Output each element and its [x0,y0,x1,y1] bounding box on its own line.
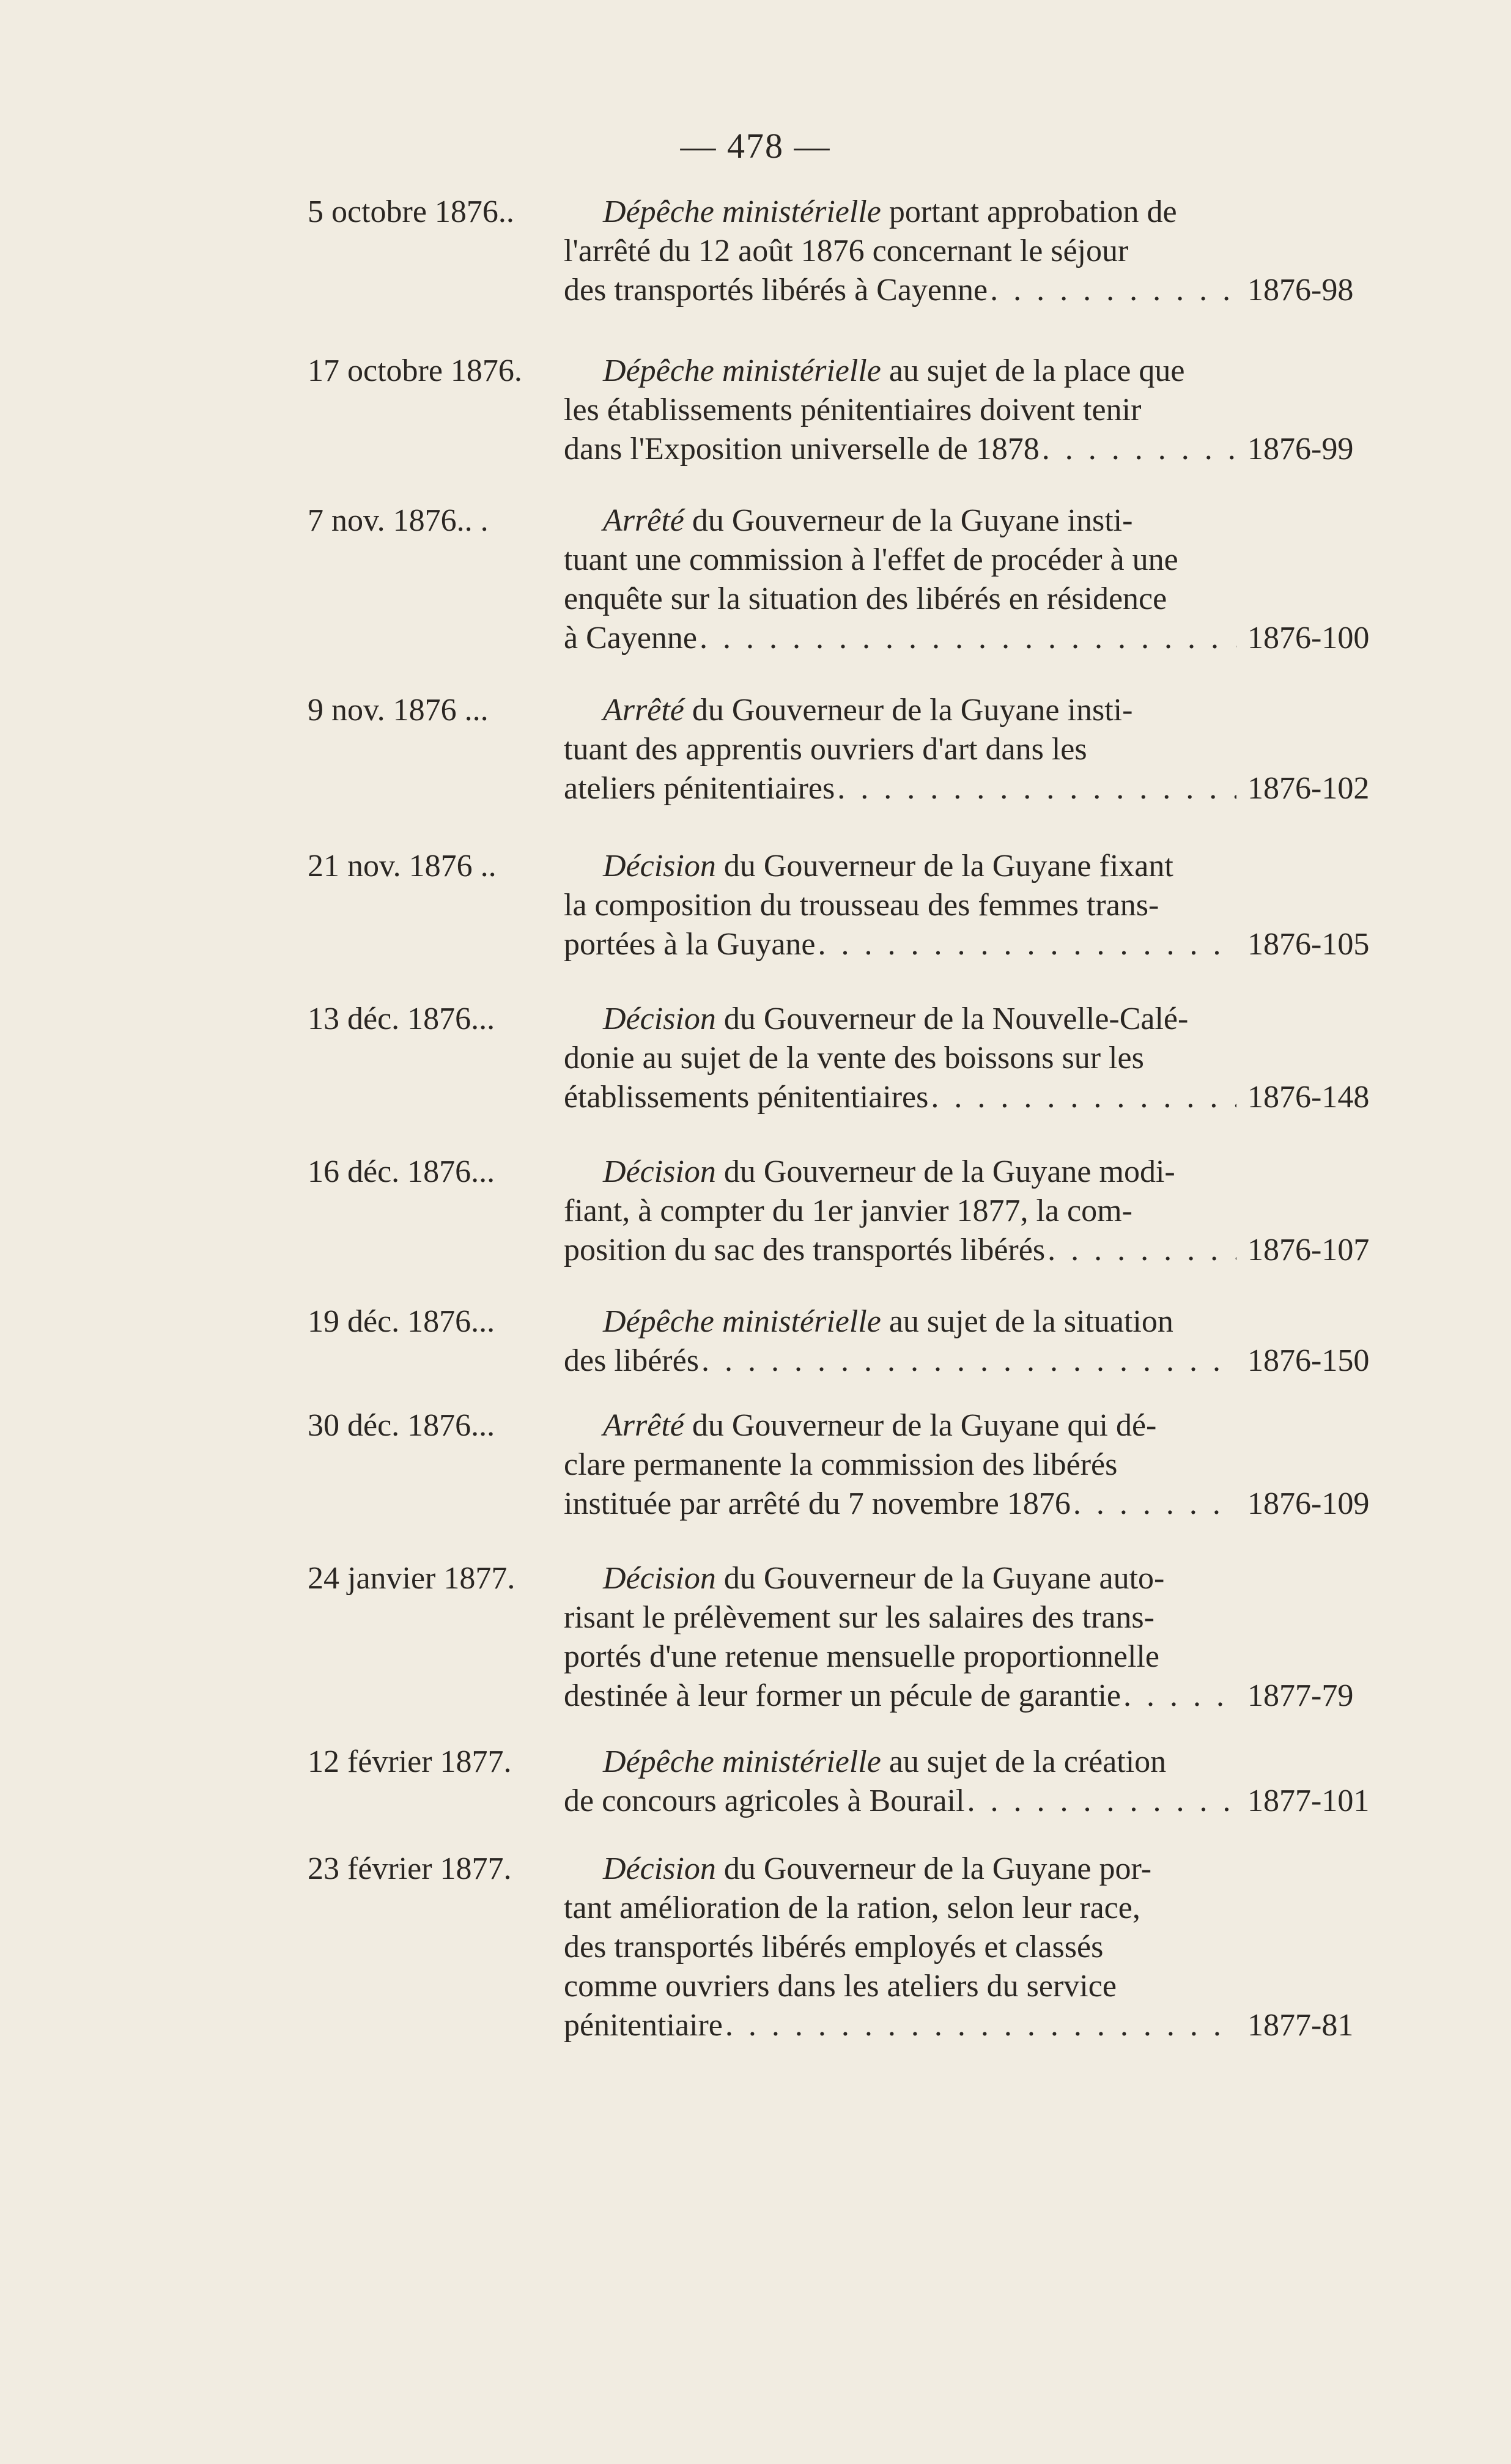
description-text: du Gouverneur de la Guyane por- [715,1851,1152,1886]
description-text: du Gouverneur de la Guyane insti- [684,693,1133,728]
document-type: Décision [603,1001,716,1036]
entry-description [564,691,1236,808]
description-first-line [564,1302,1236,1341]
description-first-line [564,1153,1236,1192]
description-last-line [564,769,1236,808]
document-type: Décision [603,1561,716,1596]
entry-description [564,1153,1236,1270]
leader-dots [818,925,1236,964]
description-text: des libérés [564,1343,699,1378]
description-line: comme ouvriers dans les ateliers du service [564,1969,1117,2004]
description-text: au sujet de la création [881,1744,1167,1779]
description-line: tuant une commission à l'effet de procéder à une [564,542,1178,577]
description-text: du Gouverneur de la Guyane qui dé- [684,1408,1157,1443]
description-last-line [564,925,1236,964]
document-type: Arrêté [603,503,684,538]
entry-reference: 1876-107 [1247,1233,1370,1267]
description-text: du Gouverneur de la Guyane insti- [684,503,1133,538]
entry-description [564,1559,1236,1716]
entry-date: 13 déc. 1876... [308,1001,495,1036]
entry-reference: 1877-79 [1247,1678,1354,1713]
description-last-line [564,430,1236,469]
description-line: donie au sujet de la vente des boissons sur les [564,1041,1144,1075]
description-line: la composition du trousseau des femmes trans- [564,888,1159,923]
entry-reference: 1876-100 [1247,621,1370,655]
description-last-line [564,1676,1236,1716]
leader-dots [931,1078,1236,1117]
description-line: tant amélioration de la ration, selon leur race, [564,1890,1140,1925]
description-last-line [564,271,1236,310]
description-first-line [564,501,1236,540]
description-text: du Gouverneur de la Guyane auto- [715,1561,1165,1596]
entry-reference: 1876-148 [1247,1080,1370,1115]
entry-reference: 1876-105 [1247,927,1370,962]
description-last-line [564,2006,1236,2045]
description-text: du Gouverneur de la Guyane modi- [715,1154,1175,1189]
entry-description [564,1743,1236,1821]
description-line: tuant des apprentis ouvriers d'art dans les [564,732,1087,767]
description-first-line [564,352,1236,391]
leader-dots [1047,1231,1236,1270]
description-last-line [564,1078,1236,1117]
description-line: clare permanente la commission des libérés [564,1447,1118,1482]
description-text: du Gouverneur de la Nouvelle-Calé- [715,1001,1189,1036]
description-line: risant le prélèvement sur les salaires des trans- [564,1600,1154,1635]
document-type: Décision [603,849,716,883]
document-type: Dépêche ministérielle [603,353,881,388]
leader-dots [700,619,1236,658]
description-text: portées à la Guyane [564,927,816,962]
description-line: fiant, à compter du 1er janvier 1877, la com- [564,1193,1132,1228]
description-first-line [564,1743,1236,1782]
description-last-line [564,1341,1236,1381]
leader-dots [725,2006,1236,2045]
entry-reference: 1876-150 [1247,1343,1370,1378]
description-text: au sujet de la place que [881,353,1185,388]
description-text: portant approbation de [881,194,1177,229]
description-line: les établissements pénitentiaires doivent tenir [564,393,1142,427]
document-type: Décision [603,1851,716,1886]
description-first-line [564,1559,1236,1598]
description-first-line [564,691,1236,730]
entry-date: 7 nov. 1876.. . [308,503,489,538]
entry-description [564,1406,1236,1524]
leader-dots [967,1782,1236,1821]
leader-dots [1042,430,1236,469]
leader-dots [1123,1676,1236,1716]
description-text: destinée à leur former un pécule de garantie [564,1678,1121,1713]
entry-date: 17 octobre 1876. [308,353,522,388]
entry-date: 19 déc. 1876... [308,1304,495,1339]
entry-date: 21 nov. 1876 .. [308,849,497,883]
entry-date: 9 nov. 1876 ... [308,693,489,728]
entry-description [564,193,1236,310]
entry-description [564,1302,1236,1381]
description-text: établissements pénitentiaires [564,1080,929,1115]
document-type: Dépêche ministérielle [603,1304,881,1339]
document-type: Décision [603,1154,716,1189]
description-text: position du sac des transportés libérés [564,1233,1046,1267]
description-text: instituée par arrêté du 7 novembre 1876 [564,1486,1071,1521]
description-last-line [564,1782,1236,1821]
entry-date: 23 février 1877. [308,1851,512,1886]
entry-date: 30 déc. 1876... [308,1408,495,1443]
description-text: des transportés libérés à Cayenne [564,273,988,308]
leader-dots [701,1341,1236,1381]
entry-description [564,352,1236,469]
leader-dots [990,271,1236,310]
description-line: des transportés libérés employés et classés [564,1930,1104,1964]
description-last-line [564,1485,1236,1524]
description-first-line [564,847,1236,886]
description-text: pénitentiaire [564,2008,723,2043]
entry-description [564,1000,1236,1117]
leader-dots [1073,1485,1236,1524]
entry-date: 5 octobre 1876.. [308,194,514,229]
leader-dots [837,769,1236,808]
description-last-line [564,1231,1236,1270]
description-first-line [564,1406,1236,1445]
document-type: Arrêté [603,1408,684,1443]
description-first-line [564,193,1236,232]
description-text: dans l'Exposition universelle de 1878 [564,432,1040,467]
description-line: portés d'une retenue mensuelle proportionnelle [564,1639,1159,1674]
description-text: à Cayenne [564,621,698,655]
description-first-line [564,1000,1236,1039]
description-text: ateliers pénitentiaires [564,771,835,806]
entry-reference: 1876-99 [1247,432,1354,467]
entry-reference: 1876-98 [1247,273,1354,308]
document-type: Dépêche ministérielle [603,1744,881,1779]
description-first-line [564,1850,1236,1889]
description-line: l'arrêté du 12 août 1876 concernant le séjour [564,234,1129,268]
description-text: au sujet de la situation [881,1304,1173,1339]
entry-date: 12 février 1877. [308,1744,512,1779]
entry-date: 24 janvier 1877. [308,1561,515,1596]
entry-description [564,847,1236,964]
entry-date: 16 déc. 1876... [308,1154,495,1189]
entry-description [564,1850,1236,2045]
description-text: de concours agricoles à Bourail [564,1783,965,1818]
description-last-line [564,619,1236,658]
description-line: enquête sur la situation des libérés en résidence [564,581,1167,616]
entry-reference: 1876-109 [1247,1486,1370,1521]
entry-description [564,501,1236,658]
entry-reference: 1877-81 [1247,2008,1354,2043]
document-type: Dépêche ministérielle [603,194,881,229]
entry-reference: 1877-101 [1247,1783,1370,1818]
document-type: Arrêté [603,693,684,728]
page-number: — 478 — [680,126,831,166]
entry-reference: 1876-102 [1247,771,1370,806]
description-text: du Gouverneur de la Guyane fixant [715,849,1173,883]
